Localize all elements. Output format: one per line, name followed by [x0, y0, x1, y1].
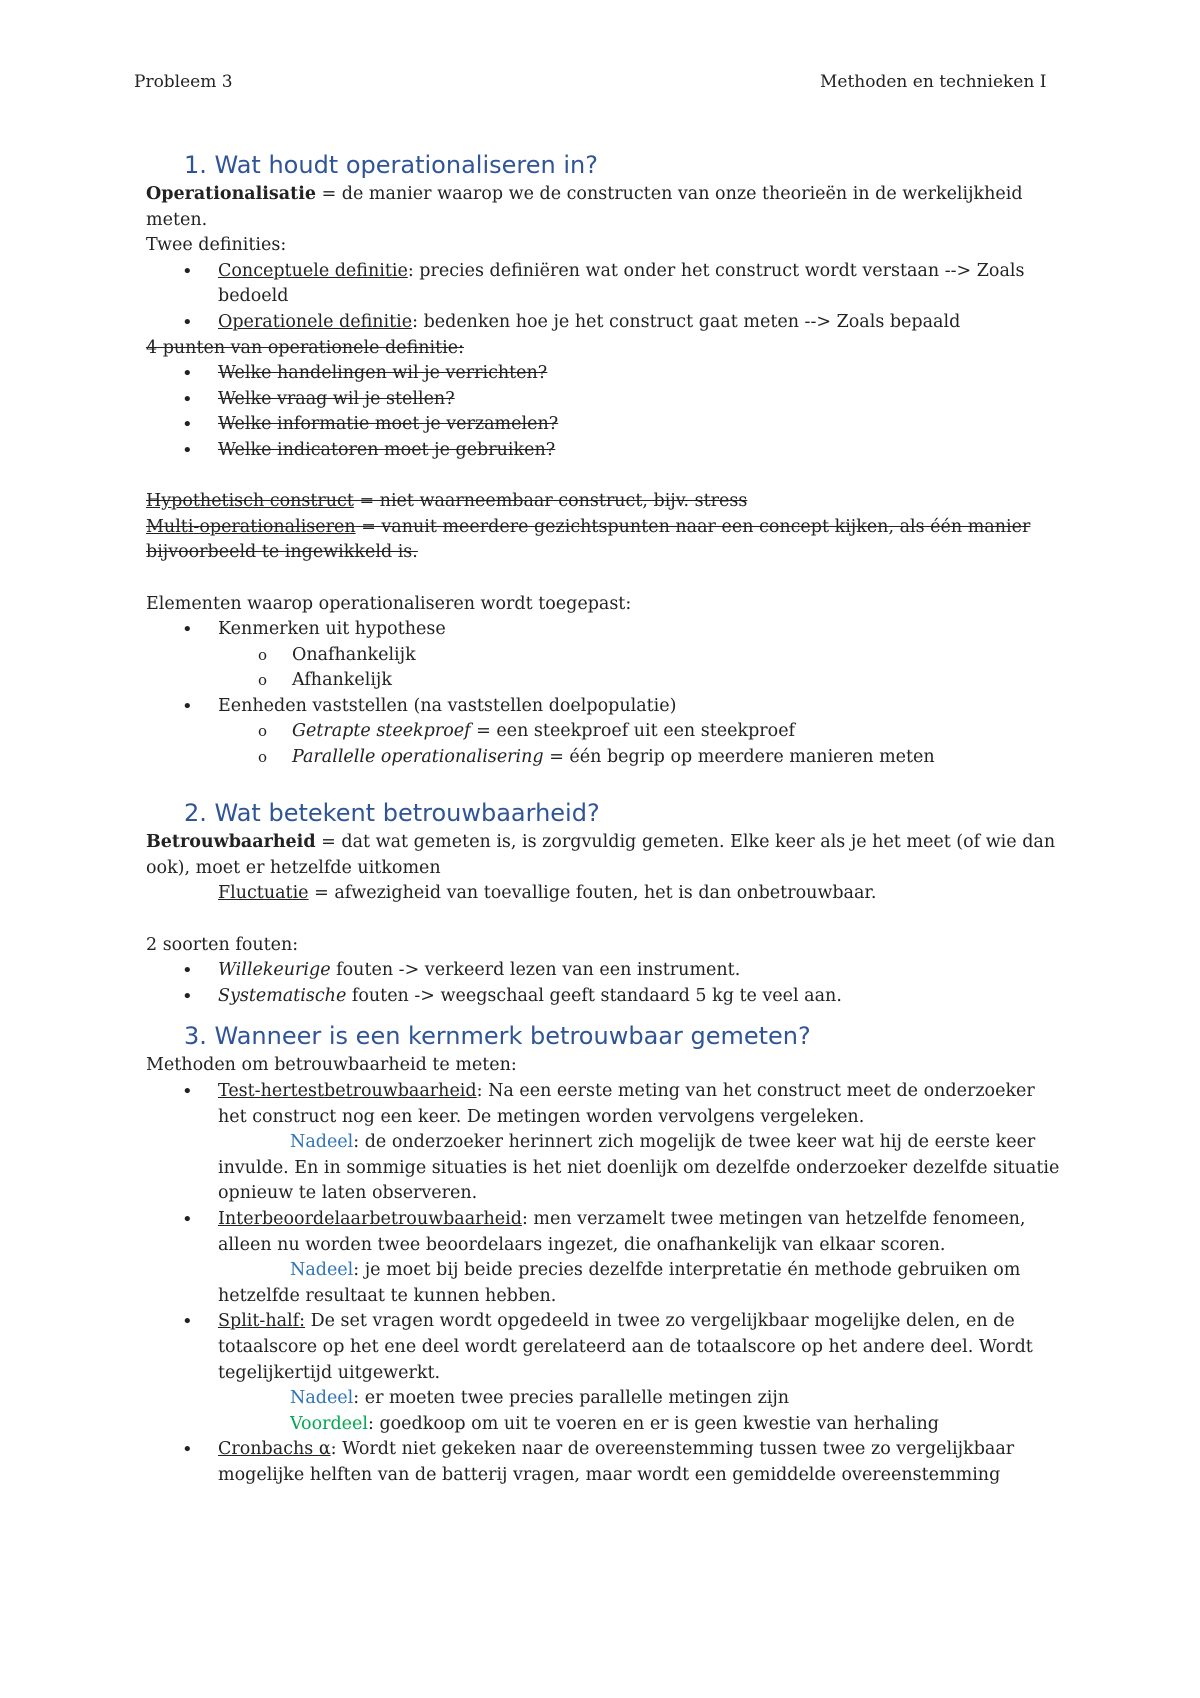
list-item: • Welke indicatoren moet je gebruiken?: [146, 438, 1066, 464]
list-item: • Welke handelingen wil je verrichten?: [146, 361, 1066, 387]
vier-punten: 4 punten van operationele definitie:: [146, 337, 464, 358]
operationalisatie-definition: Operationalisatie = de manier waarop we de constructen van onze theorieën in de werkelijkheid meten.: [146, 184, 1023, 230]
list-item: • Test-hertestbetrouwbaarheid: Na een eerste meting van het construct meet de onderzoeker het construct nog een keer. De metingen worden vervolgens vergeleken. Nadeel: de onderzoeker herinnert zich mogelijk de twee keer wat hij de eerste keer invulde. En in sommige situaties is het niet doenlijk om dezelfde onderzoeker dezelfde situatie opnieuw te laten observeren.: [146, 1079, 1066, 1207]
list-item: • Operationele definitie: bedenken hoe je het construct gaat meten --> Zoals bepaald: [146, 310, 1066, 336]
sub-list-item: o Onafhankelijk: [146, 643, 1066, 669]
list-item: • Welke informatie moet je verzamelen?: [146, 412, 1066, 438]
document-body: [146, 148, 1066, 1489]
term: Operationalisatie: [146, 184, 316, 204]
sub-list-item: o Parallelle operationalisering = één begrip op meerdere manieren meten: [146, 745, 1066, 771]
betrouwbaarheid-definition: Betrouwbaarheid = dat wat gemeten is, is zorgvuldig gemeten. Elke keer als je het meet (of wie dan ook), moet er hetzelfde uitkomen: [146, 832, 1056, 878]
list-item: • Willekeurige fouten -> verkeerd lezen van een instrument.: [146, 958, 1066, 984]
list-item: • Split-half: De set vragen wordt opgedeeld in twee zo vergelijkbaar mogelijke delen, en de totaalscore op het ene deel wordt gerelateerd aan de totaalscore op het andere deel. Wordt tegelijkertijd uitgewerkt. Nadeel: er moeten twee precies parallelle metingen zijn Voordeel: goedkoop om uit te voeren en er is geen kwestie van herhaling: [146, 1309, 1066, 1437]
twee-definities: Twee definities:: [146, 235, 287, 256]
elementen-intro: Elementen waarop operationaliseren wordt toegepast:: [146, 593, 632, 614]
voordeel-label: Voordeel: [290, 1413, 368, 1434]
header-left: Probleem 3: [134, 72, 233, 92]
list-item: • Cronbachs α: Wordt niet gekeken naar de overeenstemming tussen twee zo vergelijkbaar mogelijke helften van de batterij vragen, maar wordt een gemiddelde overeenstemming: [146, 1437, 1066, 1488]
nadeel-label: Nadeel: [290, 1388, 354, 1409]
sub-list-item: o Afhankelijk: [146, 668, 1066, 694]
section-3-heading: 3. Wanneer is een kernmerk betrouwbaar gemeten?: [184, 1022, 811, 1051]
hypothetisch-construct: Hypothetisch construct = niet waarneembaar construct, bijv. stress: [146, 491, 748, 512]
sub-list-item: o Getrapte steekproef = een steekproef uit een steekproef: [146, 719, 1066, 745]
elementen-list: [146, 617, 1066, 771]
list-item: • Kenmerken uit hypothese: [146, 617, 1066, 643]
vier-punten-list: [146, 361, 1066, 463]
list-item: • Welke vraag wil je stellen?: [146, 387, 1066, 413]
header-right: Methoden en technieken I: [820, 72, 1047, 92]
fouten-list: [146, 958, 1066, 1009]
multi-operationaliseren: Multi-operationaliseren = vanuit meerdere gezichtspunten naar een concept kijken, als één manier bijvoorbeeld te ingewikkeld is.: [146, 516, 1031, 563]
nadeel-label: Nadeel: [290, 1132, 354, 1153]
soorten-fouten: 2 soorten fouten:: [146, 934, 299, 955]
list-item: • Interbeoordelaarbetrouwbaarheid: men verzamelt twee metingen van hetzelfde fenomeen, alleen nu worden twee beoordelaars ingezet, die onafhankelijk van elkaar scoren. Nadeel: je moet bij beide precies dezelfde interpretatie én methode gebruiken om hetzelfde resultaat te kunnen hebben.: [146, 1207, 1066, 1309]
methoden-list: [146, 1079, 1066, 1489]
list-item: • Systematische fouten -> weegschaal geeft standaard 5 kg te veel aan.: [146, 984, 1066, 1010]
definitions-list: [146, 259, 1066, 336]
methoden-intro: Methoden om betrouwbaarheid te meten:: [146, 1055, 517, 1076]
section-2-heading: 2. Wat betekent betrouwbaarheid?: [184, 799, 600, 828]
list-item: • Eenheden vaststellen (na vaststellen doelpopulatie): [146, 694, 1066, 720]
list-item: • Conceptuele definitie: precies definiëren wat onder het construct wordt verstaan --> Zoals bedoeld: [146, 259, 1066, 310]
fluctuatie-definition: Fluctuatie = afwezigheid van toevallige fouten, het is dan onbetrouwbaar.: [218, 883, 877, 904]
nadeel-label: Nadeel: [290, 1260, 354, 1281]
section-1-heading: 1. Wat houdt operationaliseren in?: [184, 151, 598, 179]
